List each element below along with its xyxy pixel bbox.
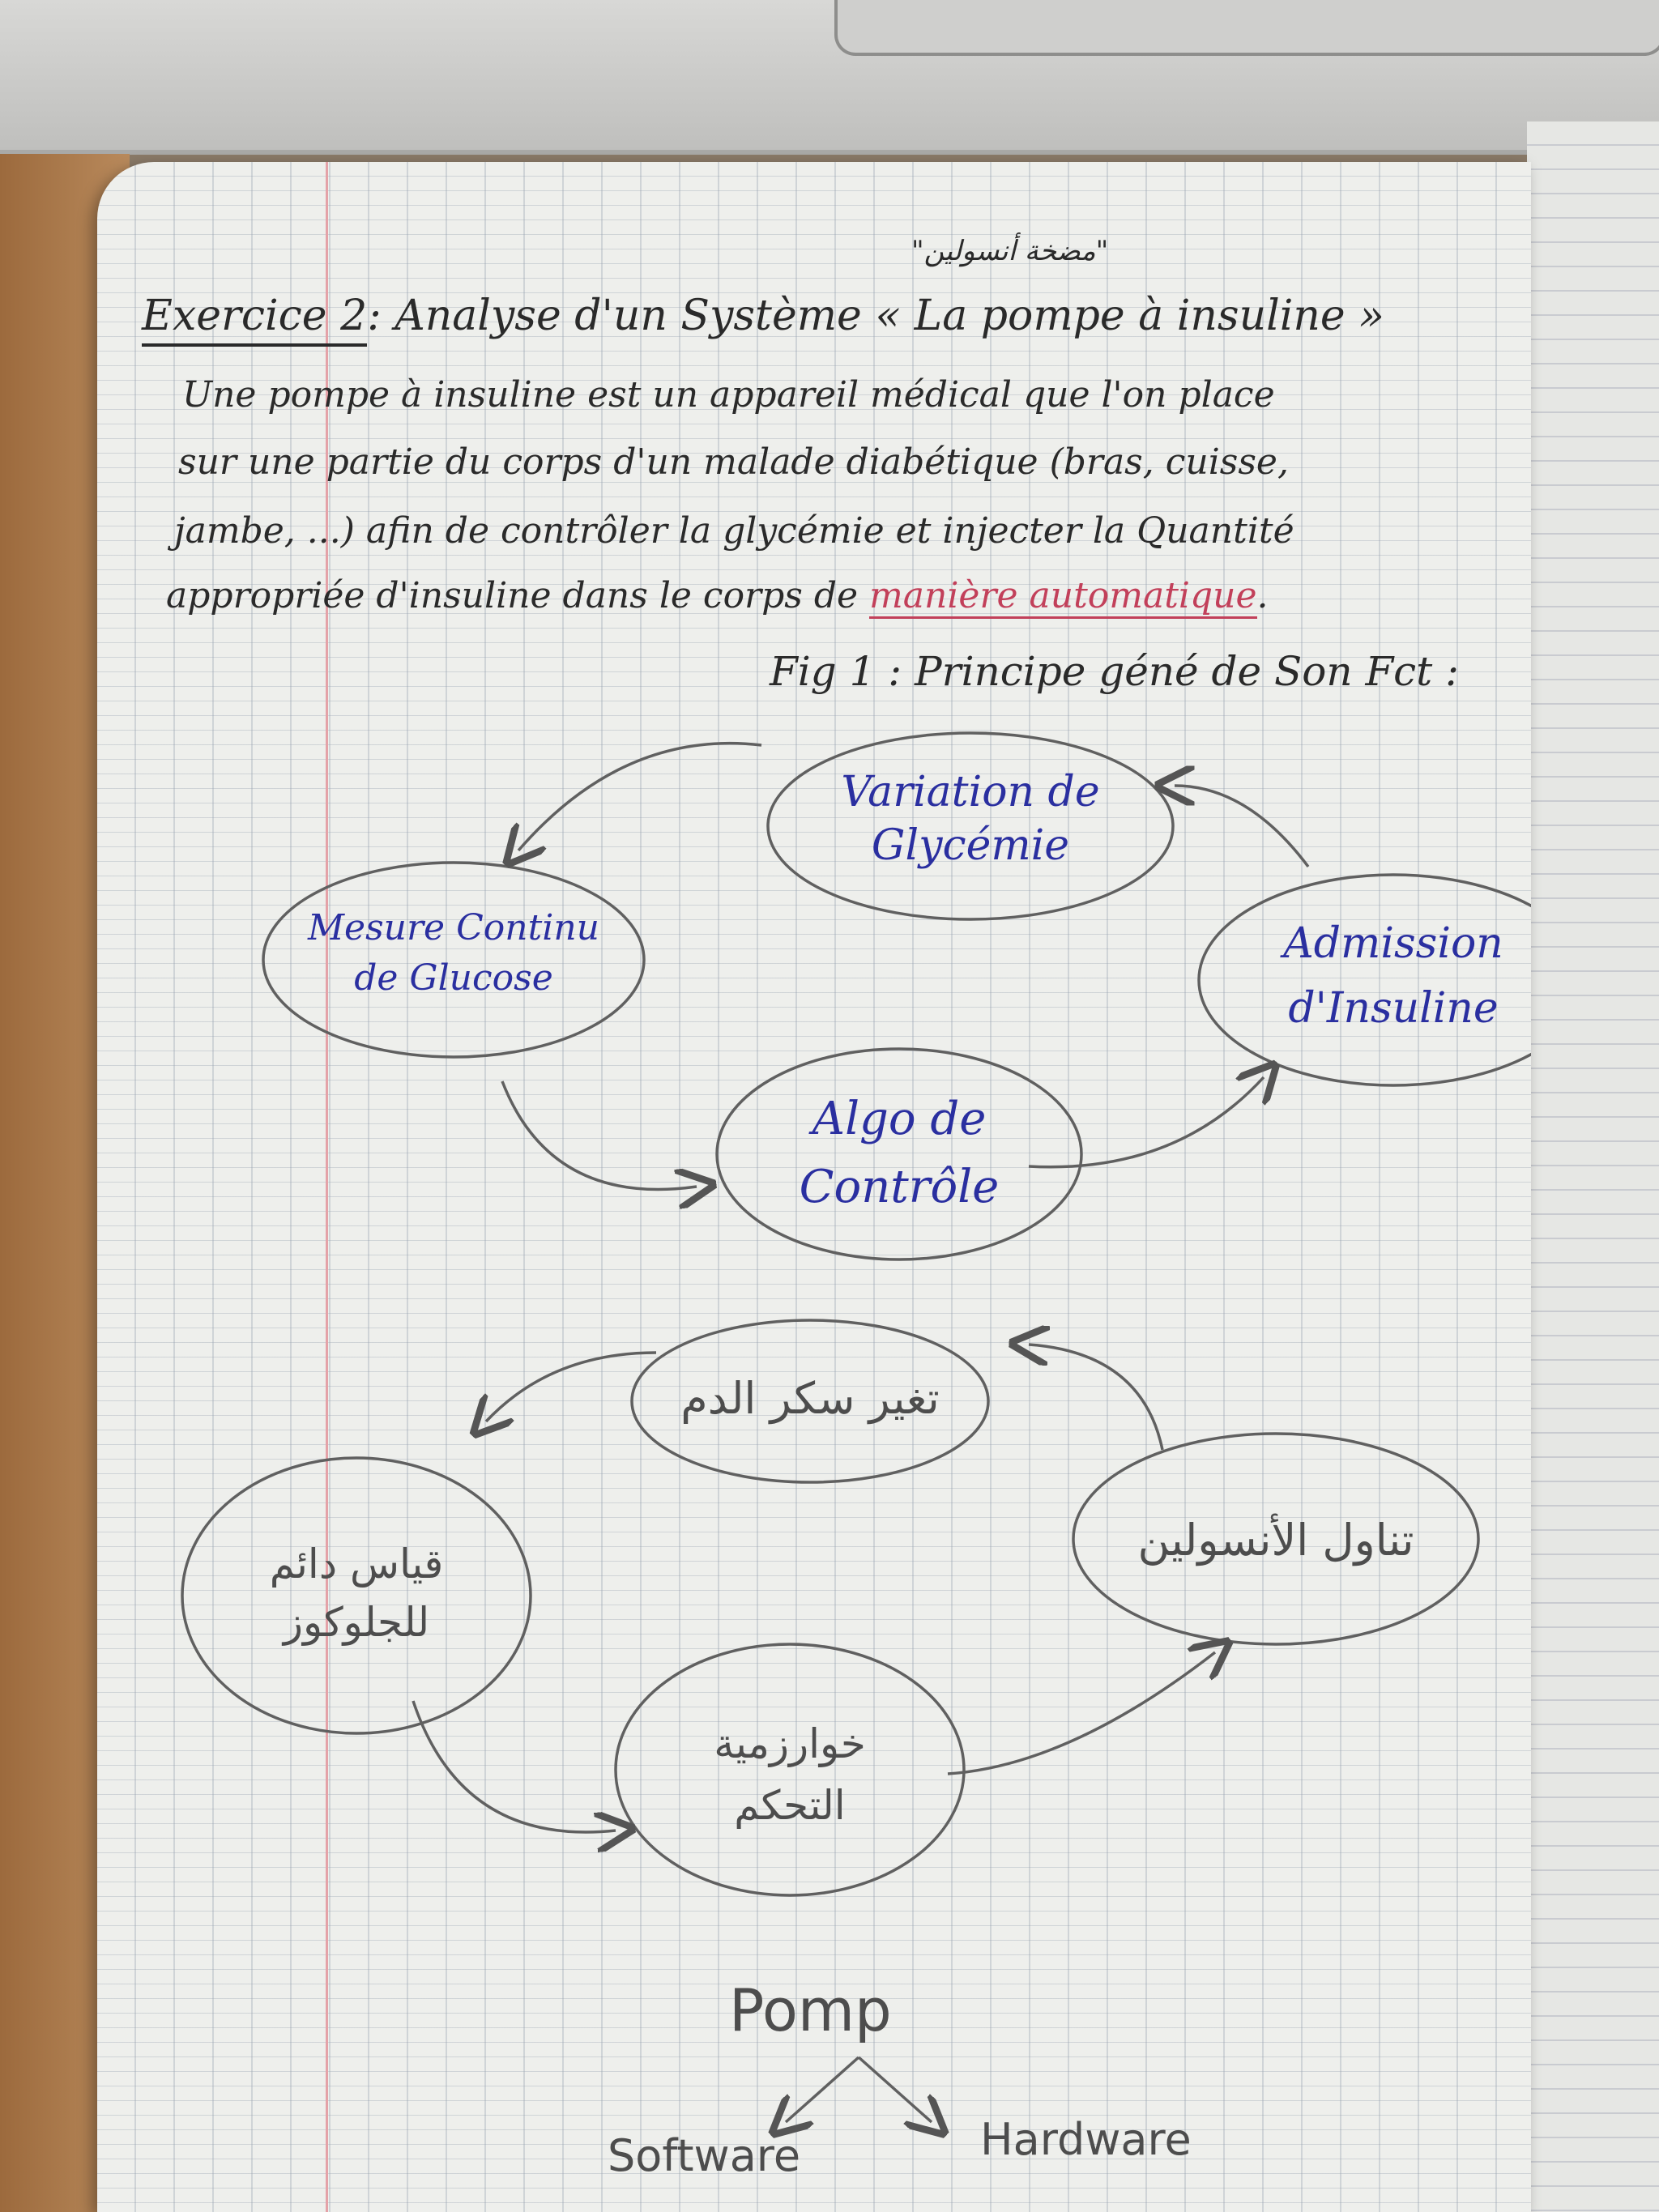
pomp-root: Pomp xyxy=(729,1976,892,2044)
arrow-mesure-algo xyxy=(502,1081,697,1189)
arrow-variation-mesure xyxy=(518,744,761,850)
label-ar-algo-line1: خوارزمية xyxy=(714,1720,866,1767)
paragraph-line-1: Une pompe à insuline est un appareil médical que l'on place xyxy=(182,374,1275,416)
label-ar-algo xyxy=(644,1713,936,1836)
arrow-ar-variation-mesure xyxy=(486,1353,656,1421)
label-mesure-line1: Mesure Continu xyxy=(308,907,599,948)
label-admission-line1: Admission xyxy=(1283,919,1503,968)
label-ar-admission: تناول الأنسولين xyxy=(1137,1515,1414,1566)
arrow-ar-algo-admission xyxy=(948,1652,1215,1774)
arrow-ar-mesure-algo xyxy=(413,1701,616,1832)
label-ar-mesure-line2: للجلوكوز xyxy=(283,1599,430,1646)
arrow-admission-variation xyxy=(1175,786,1308,867)
laptop-background xyxy=(0,0,1659,155)
label-ar-variation: تغير سكر الدم xyxy=(680,1373,940,1424)
adjacent-notebook-page xyxy=(1527,121,1659,2212)
laptop-lid-edge xyxy=(834,0,1659,56)
label-admission xyxy=(1227,911,1531,1041)
exercise-label: Exercice 2 xyxy=(142,292,367,347)
label-algo-line1: Algo de xyxy=(812,1093,987,1145)
exercise-title-rest: : Analyse d'un Système « La pompe à insuline » xyxy=(367,292,1384,340)
label-variation-line2: Glycémie xyxy=(871,821,1070,870)
paragraph-line-4: appropriée d'insuline dans le corps de manière automatique. xyxy=(166,575,1269,616)
label-mesure-line2: de Glucose xyxy=(354,957,553,999)
label-variation xyxy=(808,765,1132,872)
arabic-gloss: "مضخة أنسولين" xyxy=(911,235,1109,267)
paragraph-line-3: jambe, ...) afin de contrôler la glycémie et injecter la Quantité xyxy=(174,510,1294,552)
label-ar-algo-line2: التحكم xyxy=(734,1782,846,1829)
label-variation-line1: Variation de xyxy=(841,768,1100,816)
arrow-algo-admission xyxy=(1029,1077,1264,1167)
label-ar-mesure-line1: قياس دائم xyxy=(269,1541,444,1588)
arrow-pomp-hardware xyxy=(859,2057,932,2122)
label-algo xyxy=(737,1085,1061,1221)
figure-caption: Fig 1 : Principe géné de Son Fct : xyxy=(770,648,1460,695)
arrow-pomp-software xyxy=(786,2057,859,2122)
pomp-software: Software xyxy=(608,2130,801,2181)
label-mesure xyxy=(284,903,624,1004)
paragraph-line-4-text: appropriée d'insuline dans le corps de xyxy=(166,575,859,616)
arrow-ar-admission-variation xyxy=(1029,1345,1162,1450)
exercise-title xyxy=(142,292,1384,340)
pomp-hardware: Hardware xyxy=(980,2114,1192,2165)
highlight-automatic: manière automatique xyxy=(869,575,1256,619)
label-admission-line2: d'Insuline xyxy=(1288,984,1499,1033)
label-ar-mesure xyxy=(211,1535,502,1652)
paragraph-line-2: sur une partie du corps d'un malade diabétique (bras, cuisse, xyxy=(178,441,1289,483)
label-algo-line2: Contrôle xyxy=(799,1161,1000,1213)
notebook-page xyxy=(97,162,1531,2212)
